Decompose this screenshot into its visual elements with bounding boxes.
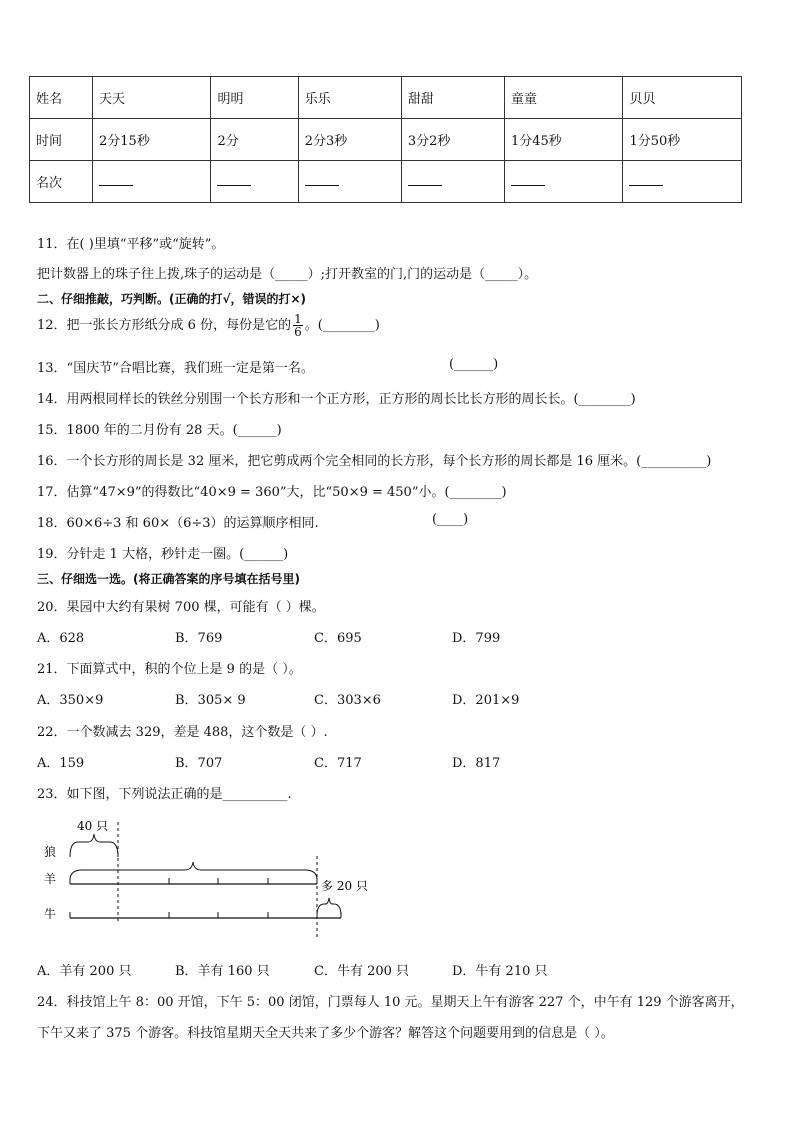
table-cell: 3分2秒 [401,119,504,161]
table-cell: 明明 [211,77,298,119]
fraction-one-sixth [293,313,303,338]
table-cell: 时间 [30,119,93,161]
label-sheep: 羊 [44,872,57,886]
label-wolf: 狼 [44,845,57,859]
table-cell: 2分 [211,119,298,161]
q11-body: 把计数器上的珠子往上拨,珠子的运动是（_____）;打开教室的门,门的运动是（_____）。 [37,267,538,282]
rank-blank[interactable] [401,161,504,203]
fraction-denominator: 6 [294,325,302,339]
q22-option-a[interactable]: A．159 [37,756,85,771]
q20-option-c[interactable]: C．695 [314,631,362,646]
q23-stem: 23．如下图，下列说法正确的是__________. [37,787,292,802]
q13-text: 13．“国庆节”合唱比赛，我们班一定是第一名。 [37,361,314,376]
q22-option-c[interactable]: C．717 [314,756,362,771]
q21-option-b[interactable]: B．305× 9 [175,693,246,708]
table-cell: 2分15秒 [93,119,211,161]
q20-option-d[interactable]: D．799 [452,631,501,646]
rank-blank[interactable] [298,161,401,203]
rank-blank[interactable] [623,161,742,203]
q24-line2: 下午又来了 375 个游客。科技馆星期天全天共来了多少个游客？解答这个问题要用到的信息是（ ）。 [37,1026,614,1041]
section-2-heading: 二、仔细推敲，巧判断。(正确的打√，错误的打×) [37,292,307,306]
q23-option-a[interactable]: A．羊有 200 只 [37,964,132,979]
table-cell: 1分50秒 [623,119,742,161]
q18-text: 18．60×6÷3 和 60×（6÷3）的运算顺序相同. [37,516,319,531]
table-cell: 2分3秒 [298,119,401,161]
table-cell: 甜甜 [401,77,504,119]
rank-blank[interactable] [211,161,298,203]
q22-option-d[interactable]: D．817 [452,756,501,771]
q12-text: 12．把一张长方形纸分成 6 份，每份是它的 [37,318,292,333]
q14: 14．用两根同样长的铁丝分别围一个长方形和一个正方形，正方形的周长比长方形的周长长。(________) [37,392,636,407]
table-row-time [30,119,742,161]
cow-extra-brace [317,898,341,916]
q20-option-a[interactable]: A．628 [37,631,85,646]
q20-stem: 20．果园中大约有果树 700 棵，可能有（ ）棵。 [37,600,325,615]
q19: 19．分针走 1 大格，秒针走一圈。(______) [37,547,289,562]
q20-option-b[interactable]: B．769 [175,631,223,646]
line-segment-diagram [30,812,380,944]
q23-option-d[interactable]: D．牛有 210 只 [452,964,548,979]
table-row-rank [30,161,742,203]
table-row-name [30,77,742,119]
rank-blank[interactable] [93,161,211,203]
table-cell: 名次 [30,161,93,203]
q21-option-c[interactable]: C．303×6 [314,693,381,708]
q12 [37,313,380,338]
q18-answer: (____) [432,512,469,527]
q13-answer: (______) [449,357,499,372]
q11-stem: 11．在( )里填“平移”或“旋转”。 [37,237,225,252]
ranking-table [29,76,742,203]
q17: 17．估算“47×9”的得数比“40×9 = 360”大，比“50×9 = 450”小。(________) [37,485,507,500]
q24-line1: 24．科技馆上午 8：00 开馆，下午 5：00 闭馆，门票每人 10 元。星期天上午有游客 227 个，中午有 129 个游客离开， [37,995,744,1010]
table-cell: 童童 [504,77,622,119]
q22-stem: 22．一个数减去 329，差是 488，这个数是（ ）. [37,725,328,740]
q22-option-b[interactable]: B．707 [175,756,223,771]
sheep-brace [70,862,317,880]
wolf-brace [70,834,118,857]
q12-answer: 。(________) [304,318,380,333]
q15: 15．1800 年的二月份有 28 天。(______) [37,423,282,438]
q21-option-d[interactable]: D．201×9 [452,693,520,708]
rank-blank[interactable] [504,161,622,203]
table-cell: 1分45秒 [504,119,622,161]
fraction-numerator: 1 [294,312,302,326]
table-cell: 天天 [93,77,211,119]
section-3-heading: 三、仔细选一选。(将正确答案的序号填在括号里) [37,572,300,586]
q21-option-a[interactable]: A．350×9 [37,693,104,708]
label-cow: 牛 [44,907,57,921]
label-40: 40 只 [77,819,109,833]
table-cell: 贝贝 [623,77,742,119]
table-cell: 乐乐 [298,77,401,119]
q21-stem: 21．下面算式中，积的个位上是 9 的是（ ）。 [37,662,302,677]
table-cell: 姓名 [30,77,93,119]
label-more-20: 多 20 只 [321,879,368,893]
q23-option-b[interactable]: B．羊有 160 只 [175,964,270,979]
q23-option-c[interactable]: C．牛有 200 只 [314,964,410,979]
q16: 16．一个长方形的周长是 32 厘米，把它剪成两个完全相同的长方形，每个长方形的周长都是 16 厘米。(__________) [37,454,712,469]
